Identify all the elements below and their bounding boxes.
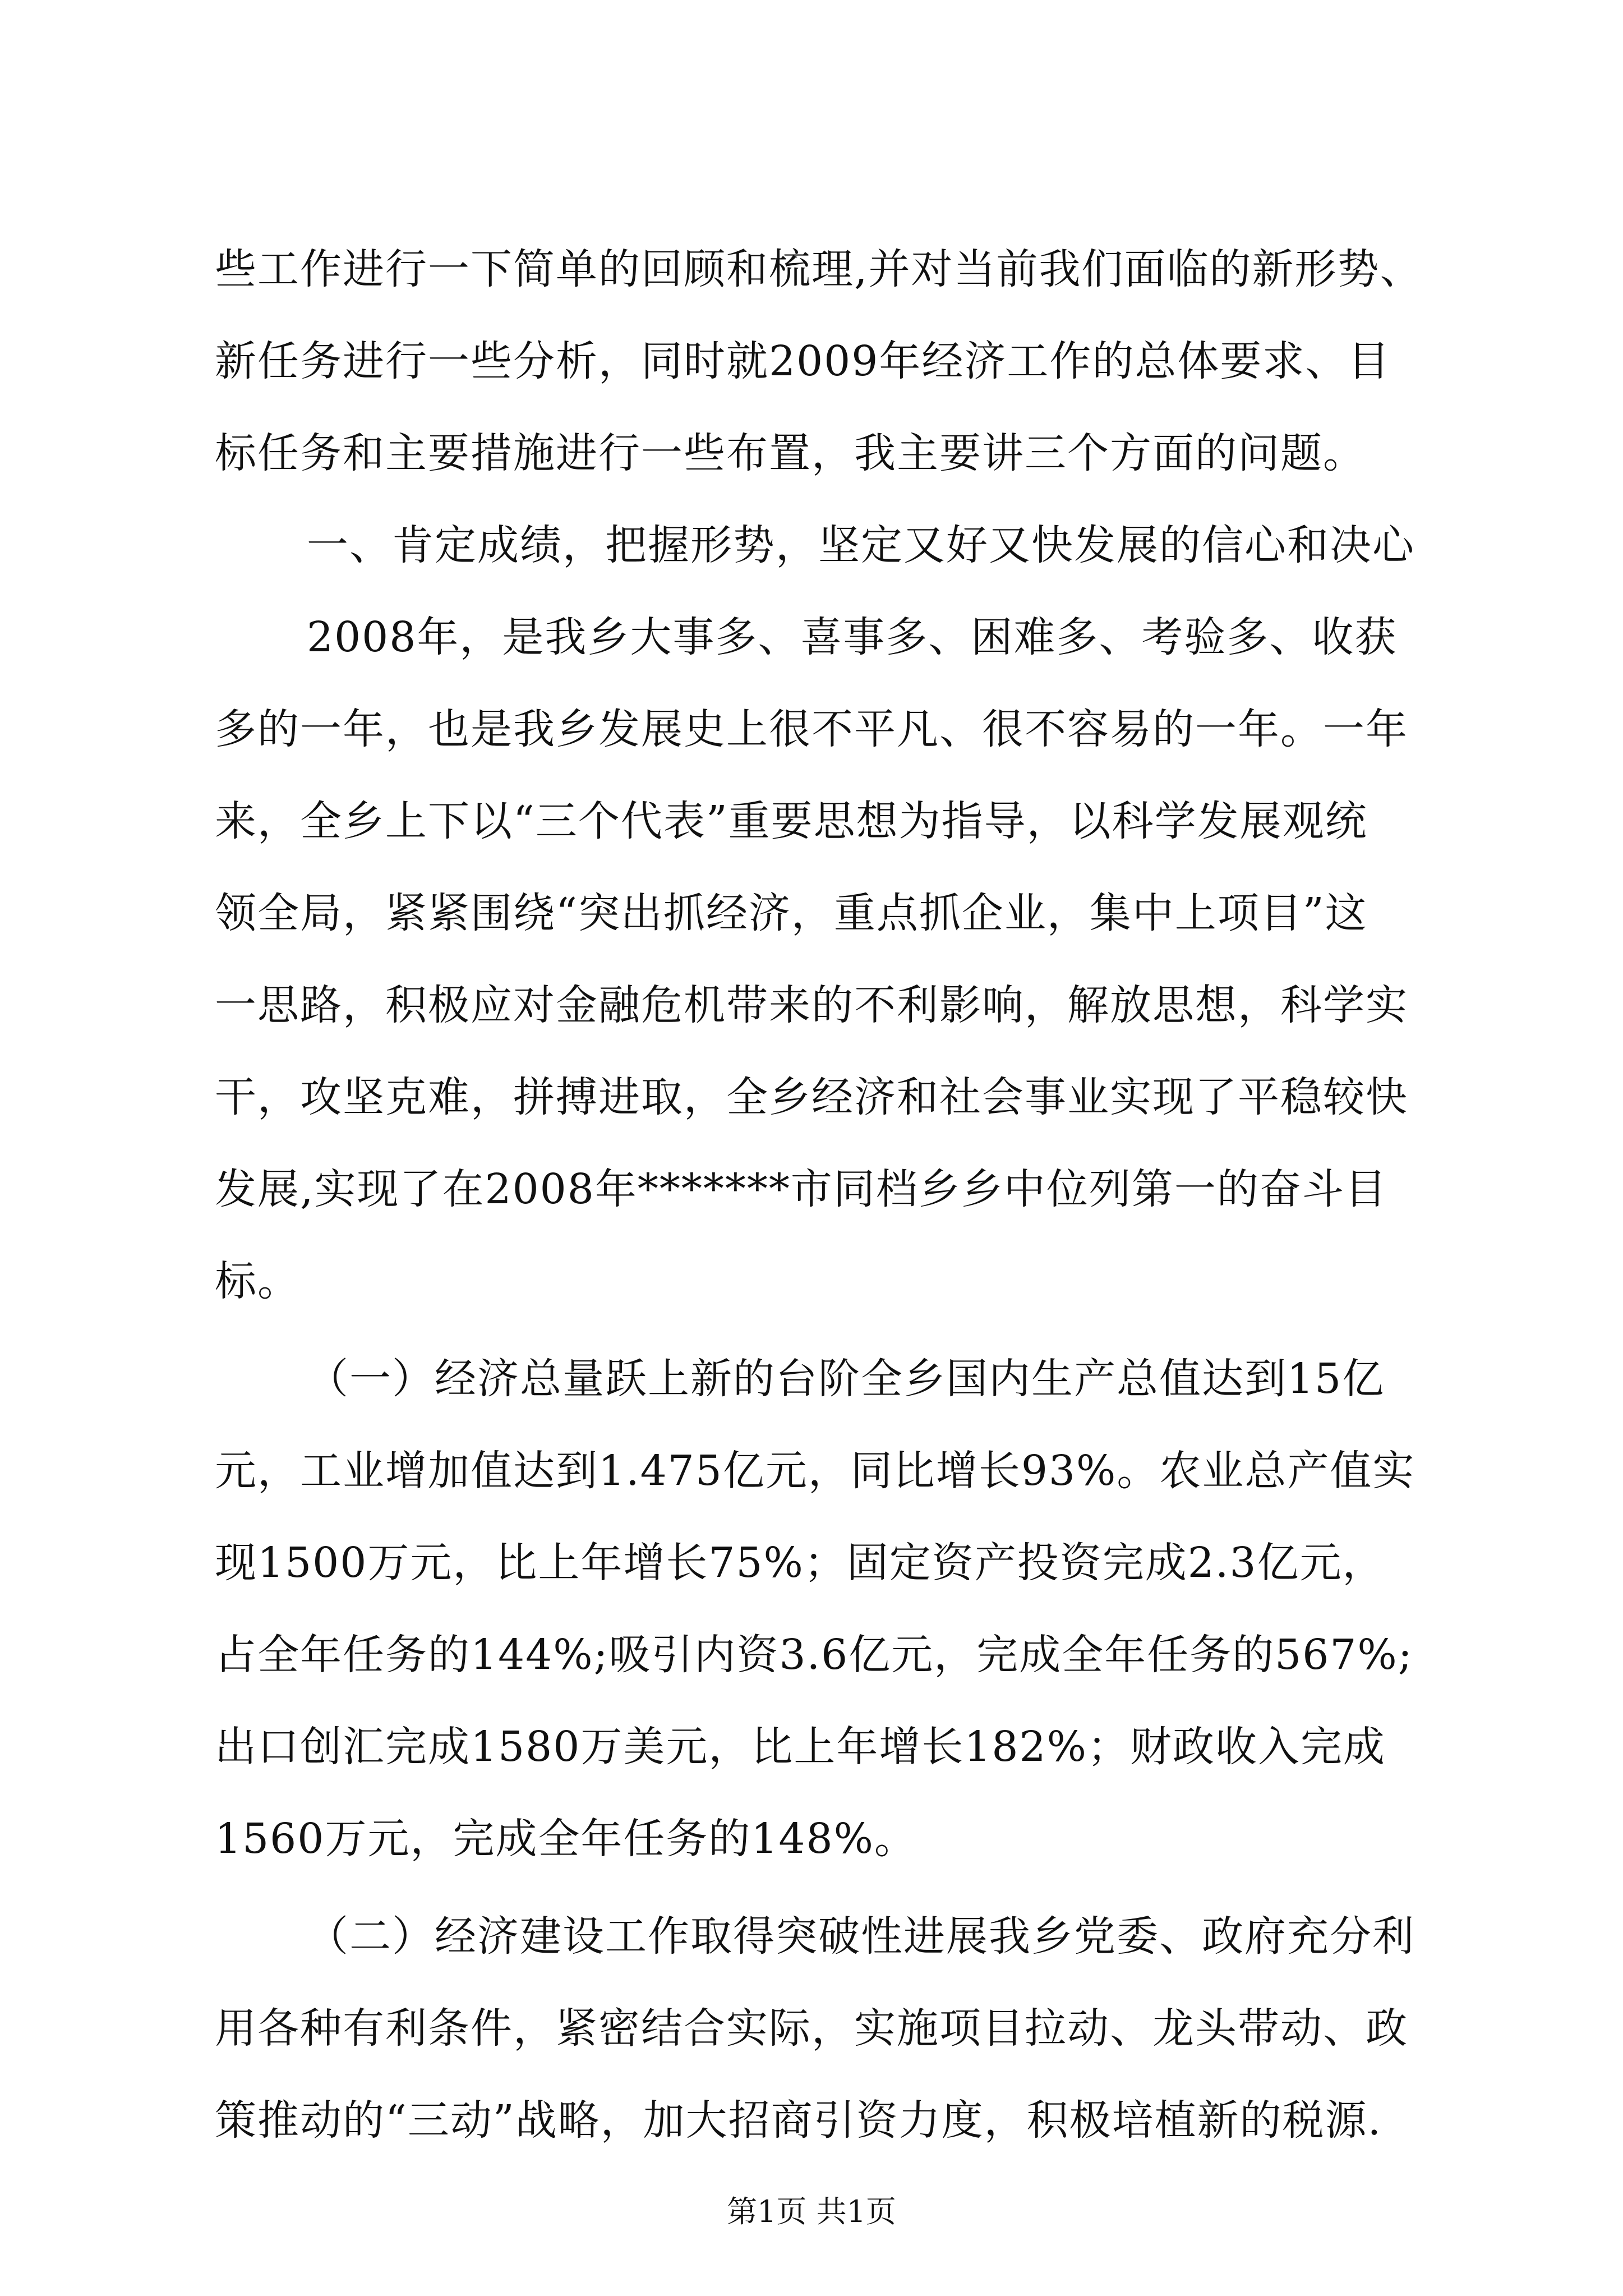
body-line-8: 领全局，紧紧围绕“突出抓经济，重点抓企业，集中上项目”这 (215, 889, 1368, 937)
body-line-16: 占全年任务的144%;吸引内资3.6亿元，完成全年任务的567%; (215, 1631, 1413, 1679)
body-line-20: 用各种有利条件，紧密结合实际，实施项目拉动、龙头带动、政 (215, 2004, 1408, 2053)
body-line-18: 1560万元，完成全年任务的148%。 (215, 1815, 917, 1863)
body-line-3: 标任务和主要措施进行一些布置，我主要讲三个方面的问题。 (215, 429, 1366, 477)
body-line-1: 些工作进行一下简单的回顾和梳理,并对当前我们面临的新形势、 (215, 245, 1423, 293)
page-footer: 第1页 共1页 (727, 2194, 896, 2229)
body-line-21: 策推动的“三动”战略，加大招商引资力度，积极培植新的税源. (215, 2096, 1382, 2145)
body-line-11: 发展,实现了在2008年*******市同档乡乡中位列第一的奋斗目 (215, 1165, 1387, 1213)
subsection-line-1: （一）经济总量跃上新的台阶全乡国内生产总值达到15亿 (307, 1355, 1385, 1403)
body-line-14: 元，工业增加值达到1.475亿元，同比增长93%。农业总产值实 (215, 1447, 1415, 1495)
body-line-2: 新任务进行一些分析，同时就2009年经济工作的总体要求、目 (215, 337, 1391, 385)
body-line-12: 标。 (215, 1257, 300, 1305)
section-heading-1: 一、肯定成绩，把握形势，坚定又好又快发展的信心和决心 (307, 521, 1415, 569)
body-line-7: 来，全乡上下以“三个代表”重要思想为指导，以科学发展观统 (215, 797, 1368, 845)
body-line-9: 一思路，积极应对金融危机带来的不利影响，解放思想，科学实 (215, 981, 1408, 1029)
body-line-5: 2008年，是我乡大事多、喜事多、困难多、考验多、收获 (307, 613, 1398, 661)
body-line-6: 多的一年，也是我乡发展史上很不平凡、很不容易的一年。一年 (215, 705, 1408, 753)
body-line-15: 现1500万元，比上年增长75%；固定资产投资完成2.3亿元， (215, 1539, 1385, 1587)
body-line-17: 出口创汇完成1580万美元，比上年增长182%；财政收入完成 (215, 1723, 1386, 1771)
body-line-10: 干，攻坚克难，拼搏进取，全乡经济和社会事业实现了平稳较快 (215, 1073, 1408, 1121)
subsection-line-2: （二）经济建设工作取得突破性进展我乡党委、政府充分利 (307, 1912, 1415, 1961)
